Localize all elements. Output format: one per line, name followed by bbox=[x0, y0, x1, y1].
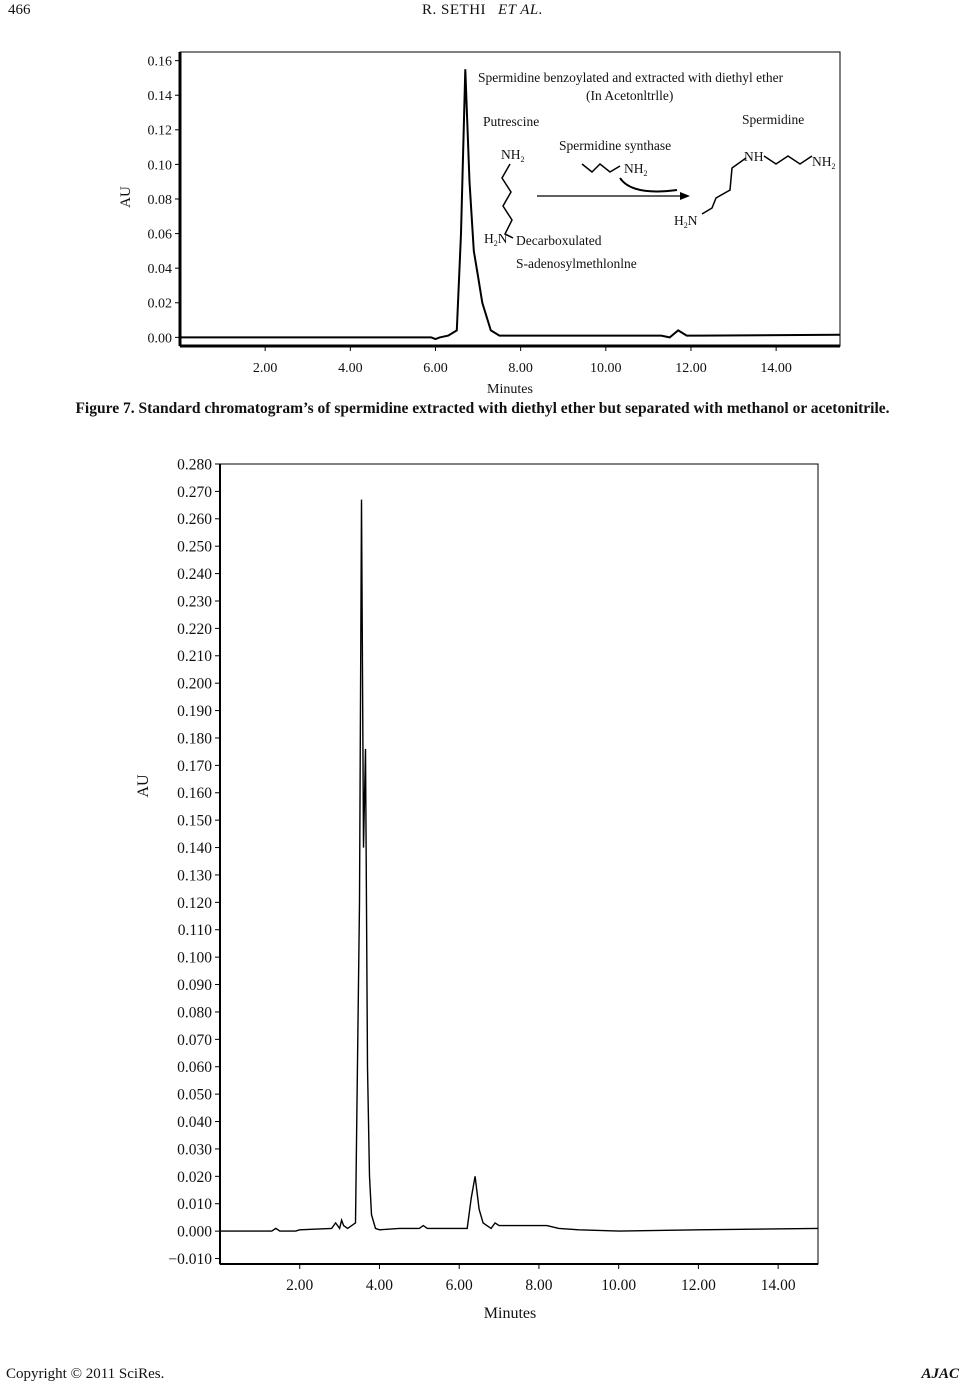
x-tick-label: 8.00 bbox=[508, 361, 533, 376]
y-tick-label: 0.110 bbox=[177, 922, 212, 940]
y-tick-label: 0.200 bbox=[177, 675, 212, 693]
spermidine-nh: NH bbox=[744, 149, 764, 164]
putrescine-amine-top: $NH_2$ bbox=[501, 147, 525, 164]
spermidine-amine-left: $H_2N$ bbox=[674, 213, 698, 230]
sam-label: S-adenosylmethlonlne bbox=[516, 256, 637, 271]
y-tick-label: 0.10 bbox=[147, 158, 172, 174]
y-tick-label: 0.12 bbox=[147, 123, 172, 139]
x-tick-label: 8.00 bbox=[525, 1277, 553, 1294]
running-head bbox=[0, 2, 965, 19]
y-tick-label: 0.090 bbox=[177, 976, 212, 994]
y-tick-label: 0.020 bbox=[177, 1168, 212, 1186]
y-tick-label: 0.250 bbox=[177, 538, 212, 556]
y-tick-label: 0.160 bbox=[177, 785, 212, 803]
x-tick-label: 2.00 bbox=[252, 361, 278, 376]
y-tick-label: 0.06 bbox=[147, 227, 172, 243]
aminopropyl-chain bbox=[582, 164, 620, 172]
y-tick-label: 0.210 bbox=[177, 648, 212, 666]
y-tick-label: 0.16 bbox=[147, 54, 172, 70]
putrescine-amine-bottom: $H_2N$ bbox=[484, 231, 508, 248]
running-head-author: R. SETHI bbox=[422, 2, 487, 18]
reaction-scheme bbox=[478, 70, 836, 271]
y-tick-label: 0.130 bbox=[177, 867, 212, 885]
y-tick-label: 0.08 bbox=[147, 192, 172, 208]
x-tick-label: 10.00 bbox=[601, 1277, 637, 1294]
reaction-arrowhead bbox=[680, 192, 690, 200]
y-tick-label: 0.170 bbox=[177, 757, 212, 775]
chromatogram-trace bbox=[220, 500, 818, 1232]
spermidine-label: Spermidine bbox=[742, 112, 805, 127]
putrescine-label: Putrescine bbox=[483, 114, 540, 129]
y-tick-label: 0.280 bbox=[177, 456, 212, 474]
x-tick-label: 10.00 bbox=[590, 361, 622, 376]
enzyme-label: Spermidine synthase bbox=[559, 138, 672, 153]
x-tick-label: 4.00 bbox=[338, 361, 363, 376]
aminopropyl-amine: $NH_2$ bbox=[624, 161, 648, 178]
x-tick-label: 14.00 bbox=[760, 1277, 796, 1294]
nh2-text: NH bbox=[812, 154, 832, 169]
inset-title-line2: (In Acetonltrlle) bbox=[586, 88, 674, 103]
x-tick-label: 12.00 bbox=[675, 361, 707, 376]
x-tick-label: 14.00 bbox=[760, 361, 792, 376]
footer-journal: AJAC bbox=[921, 1366, 959, 1382]
running-head-etal: ET AL. bbox=[498, 2, 543, 18]
figure-caption: Figure 7. Standard chromatogram’s of spermidine extracted with diethyl ether but separated with methanol or acetonitrile. bbox=[75, 400, 890, 417]
plot-frame bbox=[220, 464, 818, 1264]
figure7-chart bbox=[112, 40, 852, 396]
x-tick-label: 6.00 bbox=[423, 361, 448, 376]
plot-frame bbox=[180, 52, 840, 346]
y-tick-label: 0.240 bbox=[177, 566, 212, 584]
y-tick-label: −0.010 bbox=[168, 1250, 212, 1268]
y-tick-label: 0.140 bbox=[177, 839, 212, 857]
nh2-text: NH bbox=[501, 147, 521, 162]
x-axis-label: Minutes bbox=[487, 382, 533, 396]
y-tick-label: 0.050 bbox=[177, 1086, 212, 1104]
x-tick-label: 2.00 bbox=[286, 1277, 314, 1294]
y-tick-label: 0.010 bbox=[177, 1196, 212, 1214]
figure7-chart-svg bbox=[112, 40, 852, 396]
spermidine-amine-right: $NH_2$ bbox=[812, 154, 836, 171]
y-tick-label: 0.270 bbox=[177, 483, 212, 501]
spermidine-chain-left bbox=[702, 158, 746, 214]
nh2-text: NH bbox=[624, 161, 644, 176]
x-tick-label: 12.00 bbox=[680, 1277, 716, 1294]
decarboxulated-label: Decarboxulated bbox=[516, 233, 602, 248]
y-tick-label: 0.070 bbox=[177, 1031, 212, 1049]
h2n-text: H bbox=[674, 213, 684, 228]
x-axis-label: Minutes bbox=[483, 1305, 537, 1322]
x-tick-label: 6.00 bbox=[445, 1277, 473, 1294]
y-tick-label: 0.060 bbox=[177, 1059, 212, 1077]
y-tick-label: 0.14 bbox=[147, 89, 172, 105]
y-tick-label: 0.150 bbox=[177, 812, 212, 830]
chromatogram-trace bbox=[180, 69, 840, 339]
page-number: 466 bbox=[8, 2, 31, 18]
y-tick-label: 0.180 bbox=[177, 730, 212, 748]
spermidine-chain-right bbox=[764, 156, 812, 164]
y-tick-label: 0.040 bbox=[177, 1113, 212, 1131]
y-tick-label: 0.02 bbox=[147, 296, 172, 312]
h2n-text: H bbox=[484, 231, 494, 246]
inset-title-line1: Spermidine benzoylated and extracted with diethyl ether bbox=[478, 70, 784, 85]
y-tick-label: 0.190 bbox=[177, 703, 212, 721]
second-chromatogram bbox=[130, 452, 835, 1322]
y-tick-label: 0.030 bbox=[177, 1141, 212, 1159]
y-tick-label: 0.230 bbox=[177, 593, 212, 611]
transfer-curve-arrow bbox=[620, 178, 677, 192]
y-axis-label: AU bbox=[118, 186, 134, 208]
y-tick-label: 0.080 bbox=[177, 1004, 212, 1022]
second-chromatogram-svg bbox=[130, 452, 835, 1322]
y-tick-label: 0.04 bbox=[147, 262, 172, 278]
y-axis-label: AU bbox=[135, 774, 152, 798]
y-tick-label: 0.000 bbox=[177, 1223, 212, 1241]
y-tick-label: 0.120 bbox=[177, 894, 212, 912]
x-tick-label: 4.00 bbox=[365, 1277, 394, 1294]
y-tick-label: 0.100 bbox=[177, 949, 212, 967]
y-tick-label: 0.00 bbox=[147, 331, 172, 347]
y-tick-label: 0.220 bbox=[177, 620, 212, 638]
footer-copyright: Copyright © 2011 SciRes. bbox=[6, 1366, 165, 1382]
putrescine-chain bbox=[502, 164, 513, 238]
y-tick-label: 0.260 bbox=[177, 511, 212, 529]
